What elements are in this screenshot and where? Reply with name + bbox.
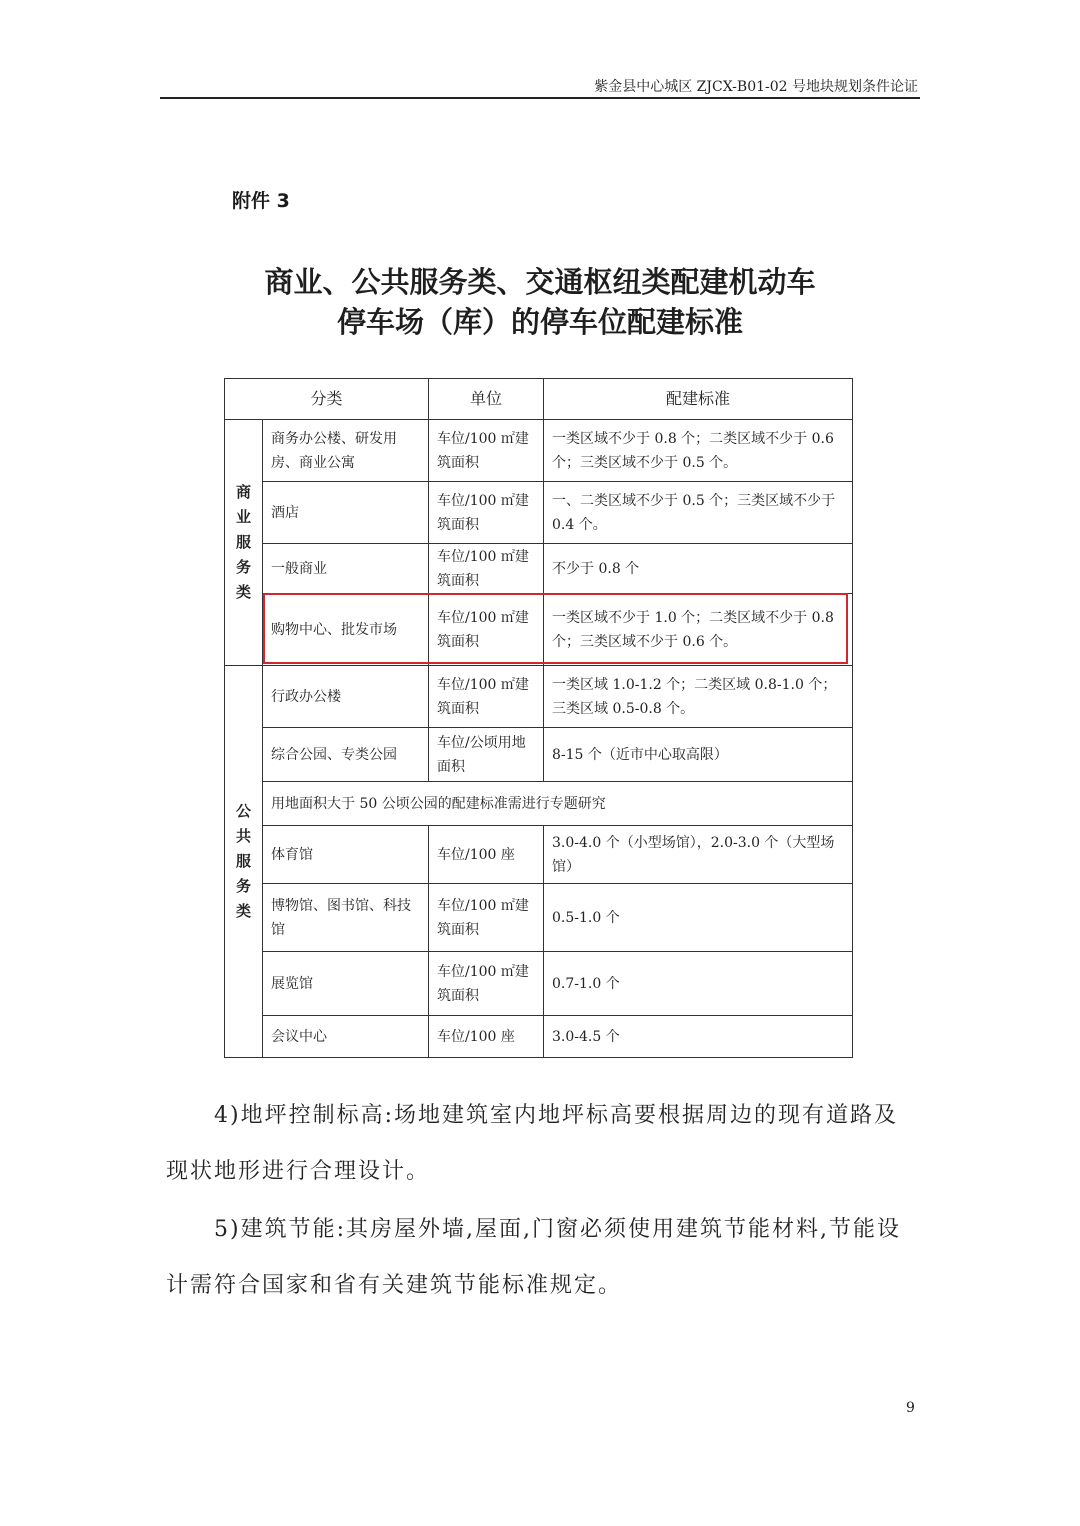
table-row: [225, 482, 853, 544]
group-public: 公共服务类: [225, 666, 263, 1058]
cell-unit: 车位/100 ㎡建筑面积: [429, 952, 544, 1016]
parking-standard-table: [224, 378, 853, 1058]
cell-standard: 一类区域不少于 1.0 个；二类区域不少于 0.8 个；三类区域不少于 0.6 个。: [544, 594, 853, 666]
table-row: [225, 728, 853, 782]
table-header-row: [225, 379, 853, 420]
cell-category: 商务办公楼、研发用房、商业公寓: [263, 420, 429, 482]
cell-category: 展览馆: [263, 952, 429, 1016]
cell-standard: 一类区域不少于 0.8 个；二类区域不少于 0.6 个；三类区域不少于 0.5 个。: [544, 420, 853, 482]
cell-unit: 车位/100 ㎡建筑面积: [429, 544, 544, 594]
title-line-1: 商业、公共服务类、交通枢纽类配建机动车: [264, 265, 816, 299]
table-row: [225, 420, 853, 482]
paragraph-building-energy: 5)建筑节能:其房屋外墙,屋面,门窗必须使用建筑节能材料,节能设计需符合国家和省有关建筑节能标准规定。: [166, 1217, 901, 1298]
cell-standard: 一类区域 1.0-1.2 个；二类区域 0.8-1.0 个；三类区域 0.5-0.8 个。: [544, 666, 853, 728]
cell-category: 会议中心: [263, 1016, 429, 1058]
group-commercial: 商业服务类: [225, 420, 263, 666]
cell-standard: 3.0-4.5 个: [544, 1016, 853, 1058]
cell-category: 购物中心、批发市场: [263, 594, 429, 666]
cell-unit: 车位/100 ㎡建筑面积: [429, 420, 544, 482]
header-unit: 单位: [429, 379, 544, 420]
table-row: [225, 544, 853, 594]
cell-unit: 车位/100 ㎡建筑面积: [429, 884, 544, 952]
header-category: 分类: [225, 379, 429, 420]
cell-category: 酒店: [263, 482, 429, 544]
page-number: 9: [906, 1400, 915, 1416]
header-standard: 配建标准: [544, 379, 853, 420]
cell-note: 用地面积大于 50 公顷公园的配建标准需进行专题研究: [263, 782, 853, 826]
cell-unit: 车位/100 座: [429, 826, 544, 884]
cell-standard: 8-15 个（近市中心取高限）: [544, 728, 853, 782]
table-row: [225, 666, 853, 728]
paragraph-ground-elevation: 4)地坪控制标高:场地建筑室内地坪标高要根据周边的现有道路及现状地形进行合理设计。: [166, 1103, 898, 1184]
document-header: 紫金县中心城区 ZJCX-B01-02 号地块规划条件论证: [594, 79, 918, 95]
table-row: [225, 952, 853, 1016]
cell-unit: 车位/100 ㎡建筑面积: [429, 666, 544, 728]
cell-category: 行政办公楼: [263, 666, 429, 728]
table-row: [225, 884, 853, 952]
cell-standard: 3.0-4.0 个（小型场馆），2.0-3.0 个（大型场馆）: [544, 826, 853, 884]
cell-unit: 车位/100 ㎡建筑面积: [429, 482, 544, 544]
cell-standard: 一、二类区域不少于 0.5 个；三类区域不少于 0.4 个。: [544, 482, 853, 544]
table-row-highlighted: [225, 594, 853, 666]
cell-standard: 0.7-1.0 个: [544, 952, 853, 1016]
title-line-2: 停车场（库）的停车位配建标准: [336, 305, 743, 339]
cell-category: 综合公园、专类公园: [263, 728, 429, 782]
table-note-row: [225, 782, 853, 826]
cell-unit: 车位/公顷用地面积: [429, 728, 544, 782]
cell-unit: 车位/100 座: [429, 1016, 544, 1058]
cell-category: 博物馆、图书馆、科技馆: [263, 884, 429, 952]
cell-category: 体育馆: [263, 826, 429, 884]
table-row: [225, 826, 853, 884]
table-title: [160, 262, 920, 342]
table-row: [225, 1016, 853, 1058]
cell-unit: 车位/100 ㎡建筑面积: [429, 594, 544, 666]
cell-standard: 不少于 0.8 个: [544, 544, 853, 594]
cell-standard: 0.5-1.0 个: [544, 884, 853, 952]
header-rule: [160, 97, 920, 99]
cell-category: 一般商业: [263, 544, 429, 594]
attachment-label: 附件 3: [232, 190, 290, 212]
